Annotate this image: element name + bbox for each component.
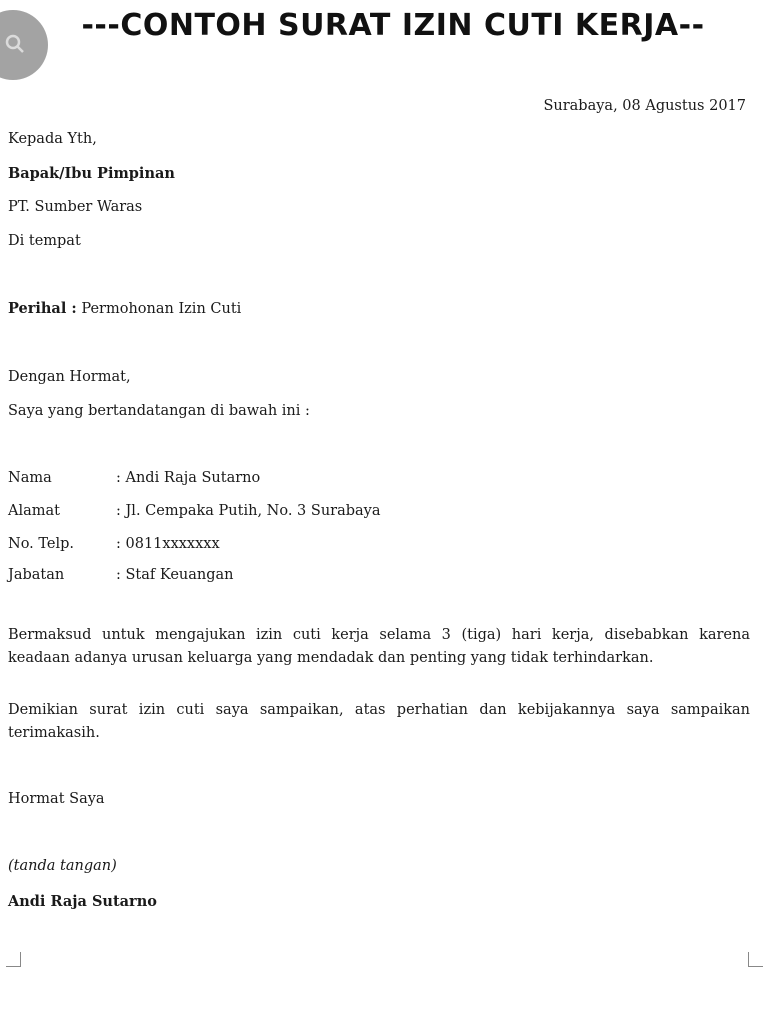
field-label-telp: No. Telp.	[8, 536, 75, 552]
page-title: ---CONTOH SURAT IZIN CUTI KERJA--	[81, 8, 705, 43]
signer-name: Andi Raja Sutarno	[8, 893, 157, 910]
field-value-nama: : Andi Raja Sutarno	[116, 470, 261, 486]
greeting: Dengan Hormat,	[8, 369, 131, 385]
field-label-nama: Nama	[8, 470, 52, 486]
subject-label: Perihal :	[8, 300, 77, 317]
field-label-jabatan: Jabatan	[8, 567, 65, 583]
closing: Hormat Saya	[8, 791, 105, 807]
recipient-company: PT. Sumber Waras	[8, 199, 143, 215]
body-paragraph-1	[8, 624, 750, 670]
body-paragraph-1-line-2: keadaan adanya urusan keluarga yang mendadak dan penting yang tidak terhindarkan.	[8, 650, 654, 666]
body-paragraph-2-line-2: terimakasih.	[8, 725, 100, 741]
field-value-telp: : 0811xxxxxxx	[116, 536, 220, 552]
field-value-jabatan: : Staf Keuangan	[116, 567, 234, 583]
body-paragraph-2-line-1: Demikian surat izin cuti saya sampaikan, atas perhatian dan kebijakannya saya sampaikan	[8, 702, 750, 718]
page-corner-mark-right	[748, 952, 763, 967]
recipient-salutation: Kepada Yth,	[8, 131, 97, 147]
recipient-location: Di tempat	[8, 233, 81, 249]
field-value-alamat: : Jl. Cempaka Putih, No. 3 Surabaya	[116, 503, 381, 519]
intro-text: Saya yang bertandatangan di bawah ini :	[8, 403, 310, 419]
field-label-alamat: Alamat	[8, 503, 60, 519]
subject-line	[8, 300, 241, 317]
recipient-name: Bapak/Ibu Pimpinan	[8, 165, 175, 182]
subject-value: Permohonan Izin Cuti	[81, 301, 242, 317]
body-paragraph-2	[8, 699, 750, 745]
signature-placeholder: (tanda tangan)	[8, 858, 117, 874]
letter-date: Surabaya, 08 Agustus 2017	[543, 98, 746, 114]
page-corner-mark-left	[6, 952, 21, 967]
body-paragraph-1-line-1: Bermaksud untuk mengajukan izin cuti kerja selama 3 (tiga) hari kerja, disebabkan karena	[8, 627, 750, 643]
